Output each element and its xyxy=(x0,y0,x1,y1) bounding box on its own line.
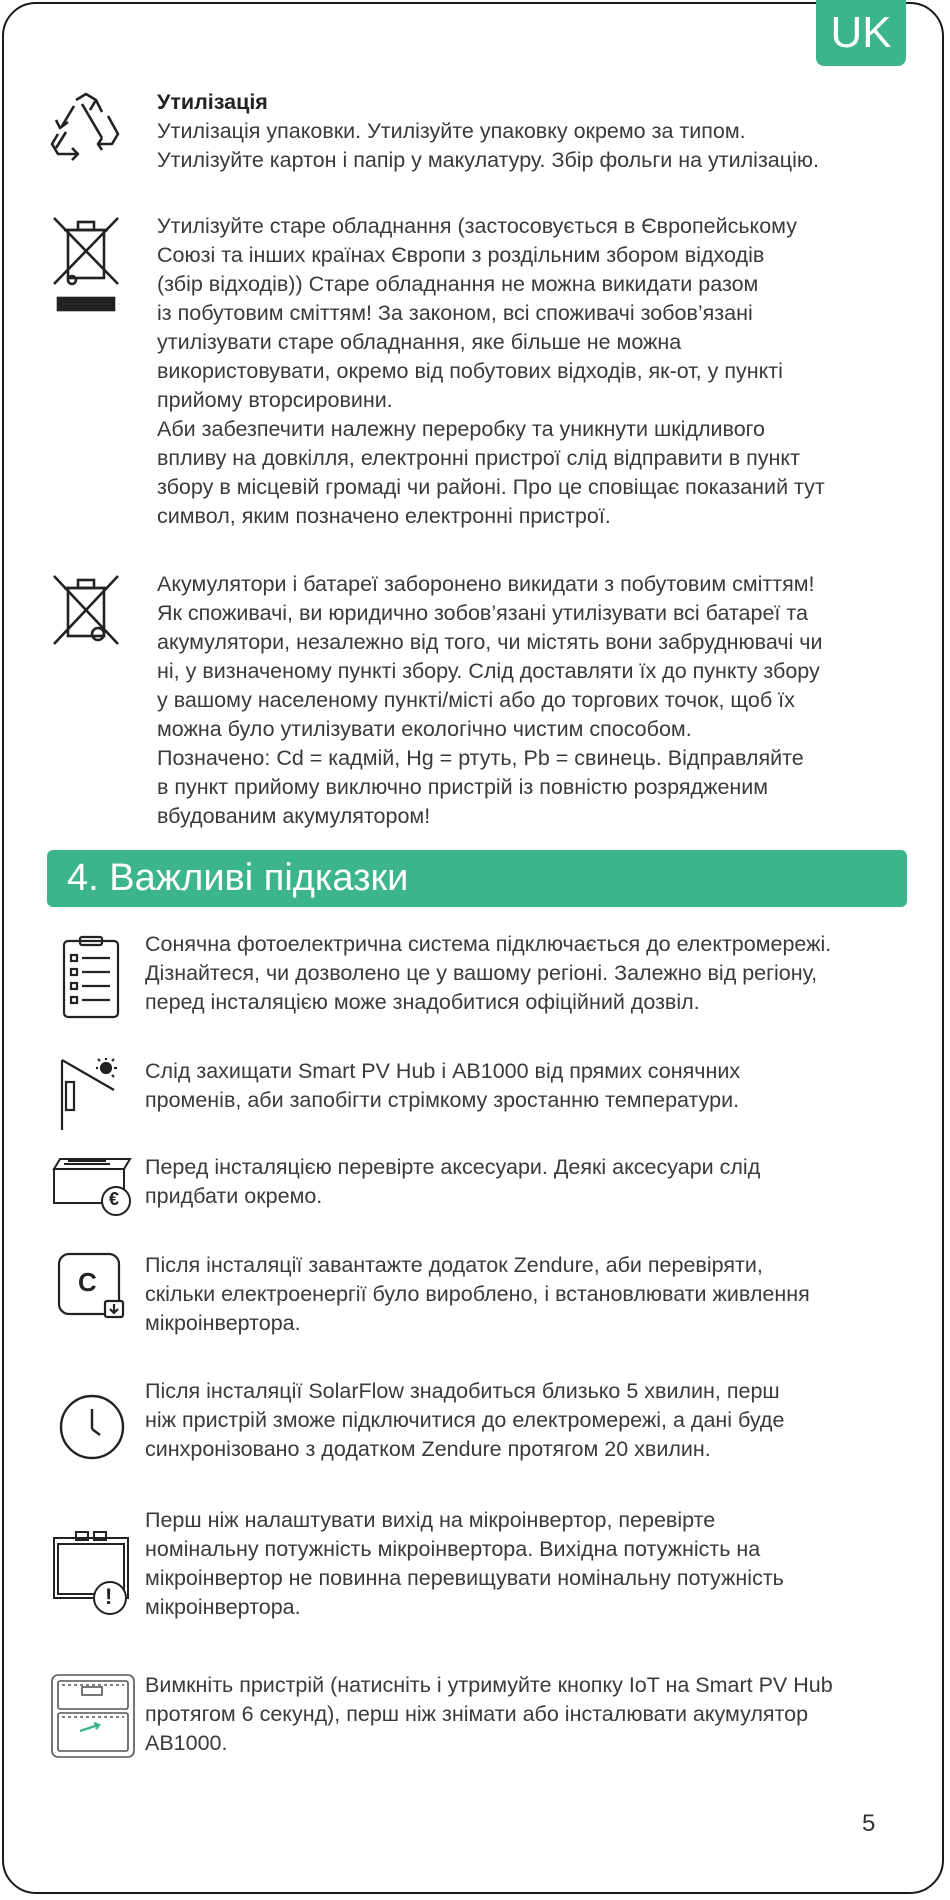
tip-power-off xyxy=(145,1671,935,1758)
app-logo: Ɔ xyxy=(78,1267,97,1297)
tip-text: Слід захищати Smart PV Hub і AB1000 від прямих сонячних променів, аби запобігти стрімкому зростанню температури. xyxy=(145,1059,741,1112)
tip-grid-permission xyxy=(145,930,925,1017)
tip-sync-time xyxy=(145,1377,925,1464)
checklist-icon xyxy=(60,935,122,1026)
tip-app xyxy=(145,1251,925,1338)
battery-section xyxy=(157,570,917,831)
recycle-icon xyxy=(46,92,126,169)
tip-text: Вимкніть пристрій (натисніть і утримуйте кнопку IoT на Smart PV Hub протягом 6 секунд), перш ніж знімати або інсталювати акумулятор AB1000. xyxy=(145,1673,833,1755)
app-download-icon xyxy=(56,1251,128,1326)
section-title: 4. Важливі підказки xyxy=(47,850,907,907)
tip-inverter-output xyxy=(145,1506,925,1622)
accessory-box-icon xyxy=(50,1155,134,1222)
language-tab: UK xyxy=(816,0,906,66)
battery-text: Акумулятори і батареї заборонено викидати з побутовим сміттям! Як споживачі, ви юридично зобов’язані утилізувати всі батареї та акумулятори, незалежно від того, чи містять вони забруднювачі чи ні, у визначеному пункті збору. Слід доставляти їх до пункту збору у вашому населеному пункті/місті або до торгових точок, щоб їх можна було утилізувати екологічно чистим способом. Позначено: Cd = кадмій, Hg = ртуть, Pb = свинець. Відправляйте в пункт прийому виключно пристрій із повністю розрядженим вбудованим акумулятором! xyxy=(157,572,823,828)
clock-icon xyxy=(58,1393,126,1466)
recycling-title: Утилізація xyxy=(157,90,268,114)
tip-text: Сонячна фотоелектрична система підключається до електромережі. Дізнайтеся, чи дозволено це у вашому регіоні. Залежно від регіону, перед інсталяцією може знадобитися офіційний дозвіл. xyxy=(145,932,832,1014)
tip-text: Перш ніж налаштувати вихід на мікроінвертор, перевірте номінальну потужність мікроінвертора. Вихідна потужність на мікроінвертор не повинна перевищувати номінальну потужність мікроінвертора. xyxy=(145,1508,784,1619)
weee-text: Утилізуйте старе обладнання (застосовується в Європейському Союзі та інших країнах Європи з роздільним збором відходів (збір відходів)) Старе обладнання не можна викидати разом із побутовим сміттям! За законом, всі споживачі зобов’язані утилізувати старе обладнання, яке більше не можна використовувати, окремо від побутових відходів, як-от, у пункті прийому вторсировини. Аби забезпечити належну переробку та уникнути шкідливого впливу на довкілля, електронні пристрої слід відправити в пункт збору в місцевій громаді чи районі. Про це сповіщає показаний тут символ, яким позначено електронні пристрої. xyxy=(157,214,825,528)
tip-text: Після інсталяції SolarFlow знадобиться близько 5 хвилин, перш ніж пристрій зможе підключитися до електромережі, а дані буде синхронізовано з додатком Zendure протягом 20 хвилин. xyxy=(145,1379,785,1461)
crossed-battery-bin-icon xyxy=(50,572,122,653)
warning-symbol: ! xyxy=(105,1584,113,1609)
euro-symbol: € xyxy=(109,1189,120,1209)
tip-accessories xyxy=(145,1153,925,1211)
tip-text: Перед інсталяцією перевірте аксесуари. Деякі аксесуари слід придбати окремо. xyxy=(145,1155,761,1208)
weee-section xyxy=(157,212,917,531)
device-power-off-icon xyxy=(50,1673,136,1764)
recycling-text: Утилізація упаковки. Утилізуйте упаковку окремо за типом. Утилізуйте картон і папір у макулатуру. Збір фольги на утилізацію. xyxy=(157,119,819,172)
sun-shade-icon xyxy=(58,1056,120,1137)
microinverter-warning-icon xyxy=(50,1528,134,1623)
tip-text: Після інсталяції завантажте додаток Zendure, аби перевіряти, скільки електроенергії було вироблено, і встановлювати живлення мікроінвертора. xyxy=(145,1253,810,1335)
recycling-section xyxy=(157,88,917,175)
tip-sunlight xyxy=(145,1057,925,1115)
crossed-bin-icon xyxy=(50,214,122,317)
page-number: 5 xyxy=(862,1810,876,1837)
